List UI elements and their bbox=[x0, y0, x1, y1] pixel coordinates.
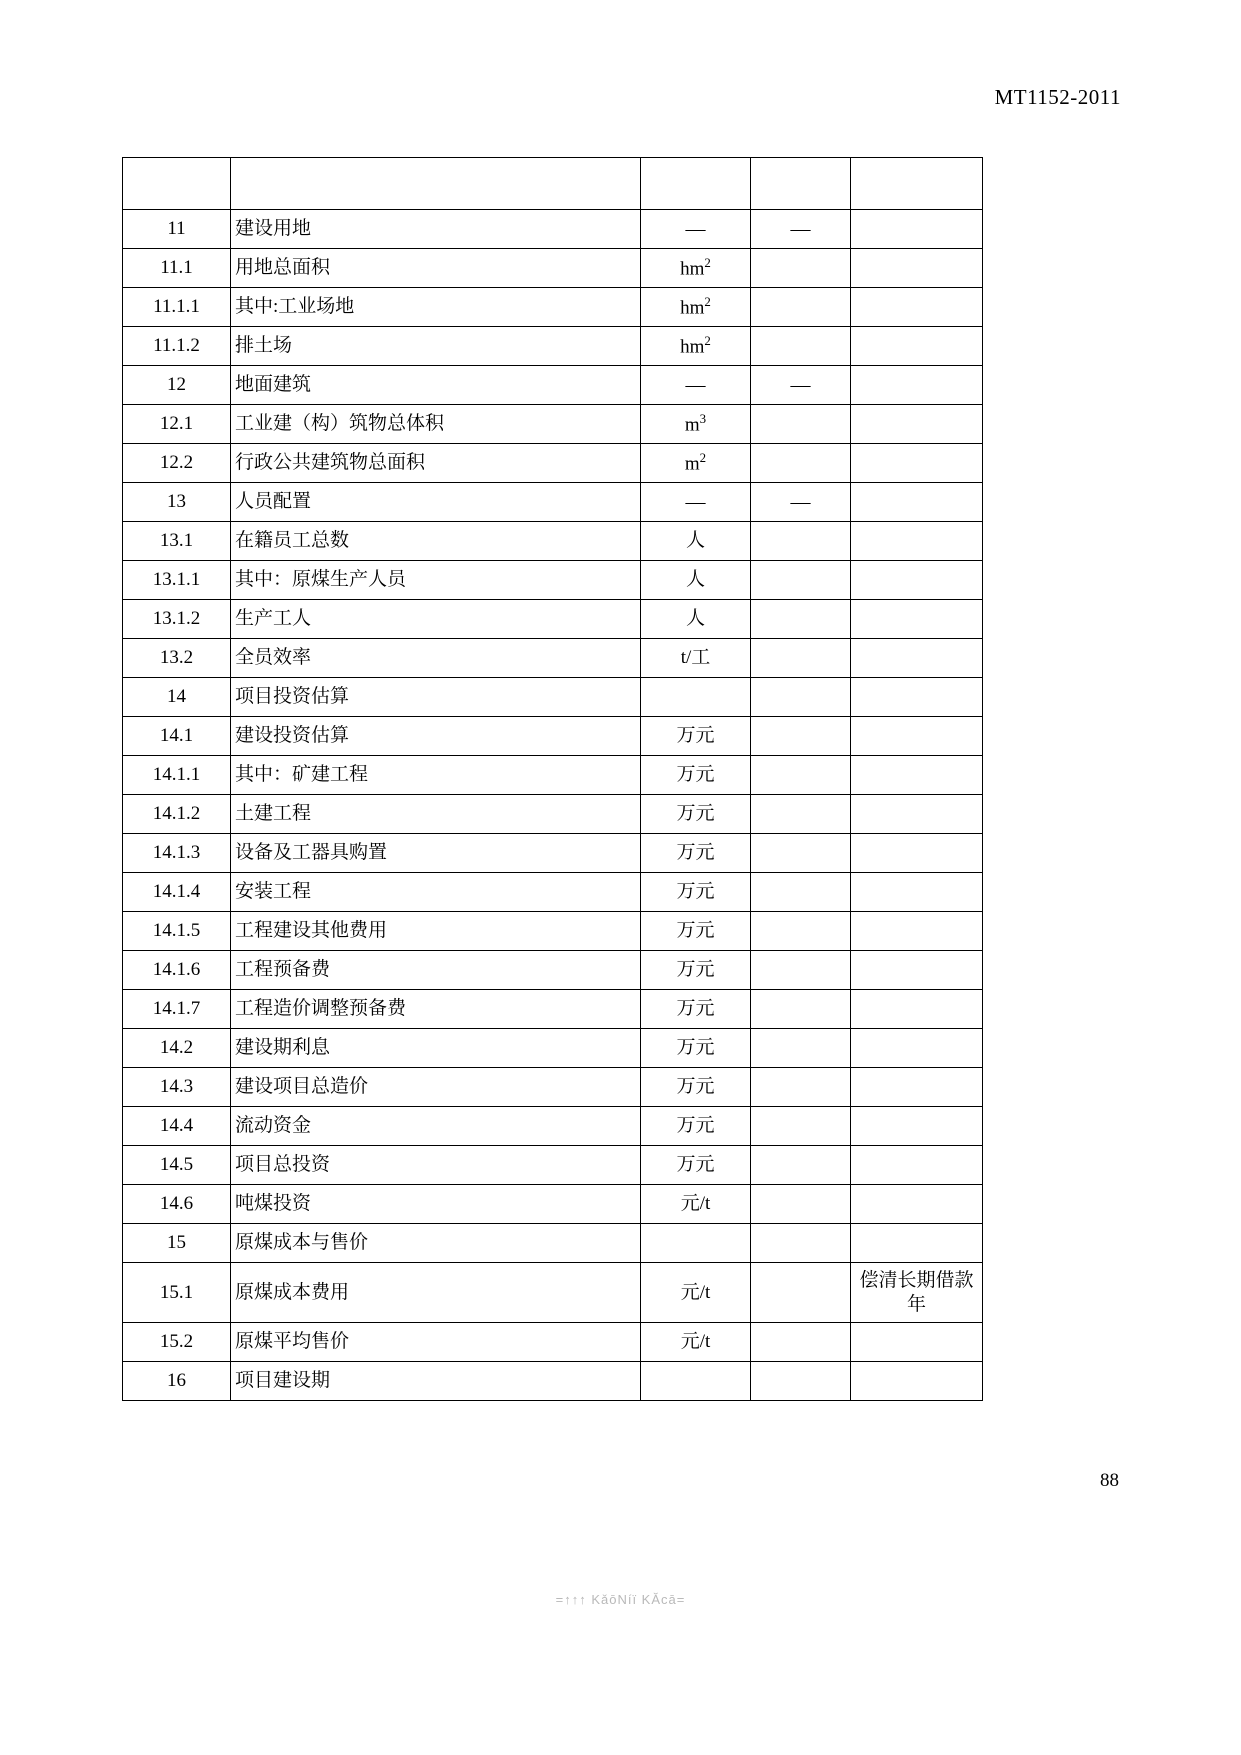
row-item-name: 项目投资估算 bbox=[231, 678, 641, 717]
row-value bbox=[751, 873, 851, 912]
row-unit bbox=[641, 678, 751, 717]
row-value bbox=[751, 249, 851, 288]
table-row bbox=[123, 210, 983, 249]
row-note bbox=[851, 639, 983, 678]
row-note bbox=[851, 444, 983, 483]
row-number: 13 bbox=[123, 483, 231, 522]
row-value bbox=[751, 717, 851, 756]
row-item-name: 排土场 bbox=[231, 327, 641, 366]
row-item-name: 吨煤投资 bbox=[231, 1185, 641, 1224]
row-unit: 万元 bbox=[641, 990, 751, 1029]
row-unit: 元/t bbox=[641, 1263, 751, 1323]
table-row bbox=[123, 639, 983, 678]
row-item-name: 工程预备费 bbox=[231, 951, 641, 990]
row-number: 14.5 bbox=[123, 1146, 231, 1185]
row-value bbox=[751, 1263, 851, 1323]
row-note bbox=[851, 327, 983, 366]
row-note bbox=[851, 873, 983, 912]
row-unit: $m^2$ bbox=[641, 444, 751, 483]
row-note bbox=[851, 717, 983, 756]
spec-table-container bbox=[122, 157, 982, 1401]
table-row bbox=[123, 1029, 983, 1068]
page-header-standard-code: MT1152-2011 bbox=[994, 85, 1121, 109]
row-note bbox=[851, 366, 983, 405]
table-row bbox=[123, 327, 983, 366]
row-value bbox=[751, 158, 851, 210]
table-row bbox=[123, 1323, 983, 1362]
row-number: 14.3 bbox=[123, 1068, 231, 1107]
row-value bbox=[751, 522, 851, 561]
row-number: 15.1 bbox=[123, 1263, 231, 1323]
row-unit: 万元 bbox=[641, 1029, 751, 1068]
table-row bbox=[123, 1107, 983, 1146]
row-unit: $hm^2$ bbox=[641, 327, 751, 366]
row-number bbox=[123, 158, 231, 210]
row-value bbox=[751, 600, 851, 639]
row-number: 12.2 bbox=[123, 444, 231, 483]
row-number: 13.2 bbox=[123, 639, 231, 678]
row-number: 14.1.5 bbox=[123, 912, 231, 951]
row-note bbox=[851, 912, 983, 951]
row-value bbox=[751, 834, 851, 873]
row-note bbox=[851, 756, 983, 795]
row-item-name: 流动资金 bbox=[231, 1107, 641, 1146]
row-item-name: 生产工人 bbox=[231, 600, 641, 639]
row-unit: 万元 bbox=[641, 873, 751, 912]
row-item-name: 行政公共建筑物总面积 bbox=[231, 444, 641, 483]
table-row bbox=[123, 1362, 983, 1401]
row-unit: 万元 bbox=[641, 912, 751, 951]
row-unit: $hm^2$ bbox=[641, 249, 751, 288]
row-unit: 元/t bbox=[641, 1185, 751, 1224]
row-unit: 人 bbox=[641, 600, 751, 639]
row-number: 15.2 bbox=[123, 1323, 231, 1362]
row-value: — bbox=[751, 483, 851, 522]
row-note bbox=[851, 288, 983, 327]
row-number: 14.1 bbox=[123, 717, 231, 756]
row-value bbox=[751, 912, 851, 951]
row-item-name: 用地总面积 bbox=[231, 249, 641, 288]
page-number: 88 bbox=[1100, 1470, 1119, 1491]
row-unit: 万元 bbox=[641, 795, 751, 834]
row-note bbox=[851, 1185, 983, 1224]
row-value bbox=[751, 1224, 851, 1263]
table-row bbox=[123, 912, 983, 951]
row-number: 16 bbox=[123, 1362, 231, 1401]
row-item-name: 地面建筑 bbox=[231, 366, 641, 405]
row-unit bbox=[641, 1224, 751, 1263]
row-note bbox=[851, 522, 983, 561]
row-note bbox=[851, 210, 983, 249]
row-item-name: 设备及工器具购置 bbox=[231, 834, 641, 873]
row-number: 11.1.1 bbox=[123, 288, 231, 327]
table-row bbox=[123, 522, 983, 561]
row-value bbox=[751, 639, 851, 678]
row-unit: 万元 bbox=[641, 1146, 751, 1185]
row-item-name: 在籍员工总数 bbox=[231, 522, 641, 561]
table-row bbox=[123, 990, 983, 1029]
row-unit: — bbox=[641, 366, 751, 405]
row-value bbox=[751, 990, 851, 1029]
row-note bbox=[851, 561, 983, 600]
spec-table bbox=[122, 157, 983, 1401]
row-number: 14.1.6 bbox=[123, 951, 231, 990]
row-item-name: 项目建设期 bbox=[231, 1362, 641, 1401]
table-row bbox=[123, 834, 983, 873]
row-note bbox=[851, 483, 983, 522]
row-item-name bbox=[231, 158, 641, 210]
table-row bbox=[123, 600, 983, 639]
row-unit: $m^3$ bbox=[641, 405, 751, 444]
table-row bbox=[123, 405, 983, 444]
row-number: 12.1 bbox=[123, 405, 231, 444]
row-item-name: 土建工程 bbox=[231, 795, 641, 834]
table-row bbox=[123, 1263, 983, 1323]
row-value bbox=[751, 1323, 851, 1362]
table-row bbox=[123, 1185, 983, 1224]
row-number: 14.1.4 bbox=[123, 873, 231, 912]
row-note bbox=[851, 834, 983, 873]
row-unit: 万元 bbox=[641, 1107, 751, 1146]
row-value bbox=[751, 1185, 851, 1224]
row-item-name: 人员配置 bbox=[231, 483, 641, 522]
table-row bbox=[123, 756, 983, 795]
row-number: 14.6 bbox=[123, 1185, 231, 1224]
row-number: 11.1 bbox=[123, 249, 231, 288]
row-note bbox=[851, 1323, 983, 1362]
table-row bbox=[123, 795, 983, 834]
row-note bbox=[851, 951, 983, 990]
row-item-name: 项目总投资 bbox=[231, 1146, 641, 1185]
row-unit: 元/t bbox=[641, 1323, 751, 1362]
row-note bbox=[851, 1068, 983, 1107]
row-unit: 万元 bbox=[641, 834, 751, 873]
table-row bbox=[123, 951, 983, 990]
row-item-name: 建设项目总造价 bbox=[231, 1068, 641, 1107]
row-number: 14.4 bbox=[123, 1107, 231, 1146]
row-item-name: 建设用地 bbox=[231, 210, 641, 249]
row-unit: t/工 bbox=[641, 639, 751, 678]
row-note bbox=[851, 678, 983, 717]
row-note bbox=[851, 1029, 983, 1068]
row-unit: — bbox=[641, 210, 751, 249]
table-row bbox=[123, 873, 983, 912]
row-item-name: 工程建设其他费用 bbox=[231, 912, 641, 951]
row-number: 11.1.2 bbox=[123, 327, 231, 366]
row-note bbox=[851, 1362, 983, 1401]
table-row bbox=[123, 366, 983, 405]
row-number: 14.2 bbox=[123, 1029, 231, 1068]
row-value: — bbox=[751, 366, 851, 405]
row-value bbox=[751, 756, 851, 795]
row-unit: 万元 bbox=[641, 756, 751, 795]
table-row bbox=[123, 444, 983, 483]
row-value bbox=[751, 288, 851, 327]
row-note bbox=[851, 600, 983, 639]
row-unit: 人 bbox=[641, 522, 751, 561]
row-value bbox=[751, 795, 851, 834]
row-unit: 万元 bbox=[641, 951, 751, 990]
row-item-name: 安装工程 bbox=[231, 873, 641, 912]
row-number: 13.1.2 bbox=[123, 600, 231, 639]
row-number: 11 bbox=[123, 210, 231, 249]
row-note bbox=[851, 249, 983, 288]
row-note bbox=[851, 158, 983, 210]
row-value bbox=[751, 1362, 851, 1401]
table-row bbox=[123, 1146, 983, 1185]
table-row bbox=[123, 1068, 983, 1107]
row-item-name: 原煤成本费用 bbox=[231, 1263, 641, 1323]
row-value bbox=[751, 1146, 851, 1185]
row-note bbox=[851, 795, 983, 834]
row-value bbox=[751, 1029, 851, 1068]
row-value bbox=[751, 1068, 851, 1107]
row-unit bbox=[641, 158, 751, 210]
row-unit: 万元 bbox=[641, 717, 751, 756]
table-row bbox=[123, 561, 983, 600]
table-row bbox=[123, 158, 983, 210]
row-unit: 万元 bbox=[641, 1068, 751, 1107]
footer-watermark: =↑↑↑ KǎōNíï KĂcā= bbox=[555, 1592, 686, 1607]
row-item-name: 原煤平均售价 bbox=[231, 1323, 641, 1362]
row-number: 15 bbox=[123, 1224, 231, 1263]
row-item-name: 全员效率 bbox=[231, 639, 641, 678]
row-item-name: 原煤成本与售价 bbox=[231, 1224, 641, 1263]
table-row bbox=[123, 483, 983, 522]
row-note bbox=[851, 1107, 983, 1146]
row-unit: $hm^2$ bbox=[641, 288, 751, 327]
row-value: — bbox=[751, 210, 851, 249]
row-number: 14 bbox=[123, 678, 231, 717]
row-note bbox=[851, 405, 983, 444]
row-unit bbox=[641, 1362, 751, 1401]
row-item-name: 其中:工业场地 bbox=[231, 288, 641, 327]
row-value bbox=[751, 405, 851, 444]
table-row bbox=[123, 678, 983, 717]
row-note bbox=[851, 990, 983, 1029]
row-item-name: 其中：原煤生产人员 bbox=[231, 561, 641, 600]
row-note: 偿清长期借款年 bbox=[851, 1263, 983, 1323]
row-item-name: 其中：矿建工程 bbox=[231, 756, 641, 795]
row-item-name: 建设期利息 bbox=[231, 1029, 641, 1068]
table-row bbox=[123, 288, 983, 327]
row-number: 14.1.3 bbox=[123, 834, 231, 873]
table-row bbox=[123, 717, 983, 756]
row-number: 14.1.2 bbox=[123, 795, 231, 834]
row-unit: — bbox=[641, 483, 751, 522]
table-row bbox=[123, 1224, 983, 1263]
row-number: 13.1 bbox=[123, 522, 231, 561]
row-note bbox=[851, 1224, 983, 1263]
row-value bbox=[751, 327, 851, 366]
row-number: 13.1.1 bbox=[123, 561, 231, 600]
table-row bbox=[123, 249, 983, 288]
row-item-name: 工程造价调整预备费 bbox=[231, 990, 641, 1029]
row-number: 12 bbox=[123, 366, 231, 405]
row-value bbox=[751, 561, 851, 600]
row-value bbox=[751, 678, 851, 717]
row-note bbox=[851, 1146, 983, 1185]
row-unit: 人 bbox=[641, 561, 751, 600]
row-value bbox=[751, 1107, 851, 1146]
row-value bbox=[751, 444, 851, 483]
row-number: 14.1.1 bbox=[123, 756, 231, 795]
row-item-name: 建设投资估算 bbox=[231, 717, 641, 756]
row-number: 14.1.7 bbox=[123, 990, 231, 1029]
row-item-name: 工业建（构）筑物总体积 bbox=[231, 405, 641, 444]
row-value bbox=[751, 951, 851, 990]
spec-table-body bbox=[123, 158, 983, 1401]
